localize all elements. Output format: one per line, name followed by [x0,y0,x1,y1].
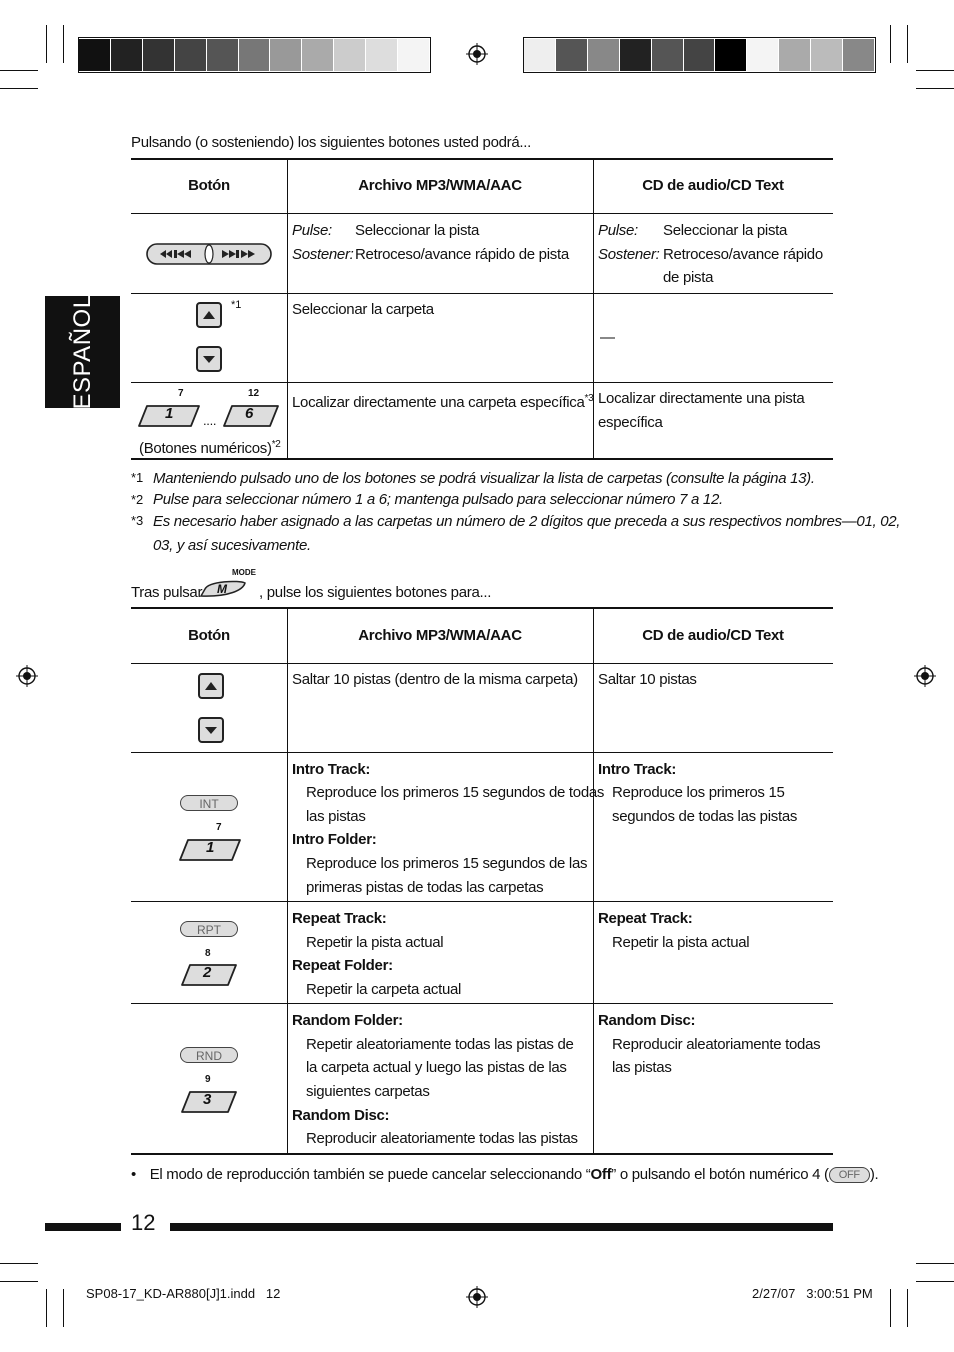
int-button-icon: INT [180,795,238,811]
color-swatch [302,39,333,71]
numeric-button-label: 1 [206,839,215,856]
key-number-label: 7 [178,388,184,399]
color-swatch [556,39,587,71]
intro-folder-heading: Intro Folder: [292,831,377,848]
mp3-hold-text: Retroceso/avance rápido de pista [355,246,569,263]
footnote-text: Pulse para seleccionar número 1 a 6; mantenga pulsado para seleccionar número 7 a 12. [153,491,723,508]
cd-random-disc-heading: Random Disc: [598,1012,696,1029]
table2-header-button: Botón [188,627,230,644]
color-swatch [207,39,238,71]
dots: .... [203,413,217,428]
color-swatch [143,39,174,71]
page-number: 12 [131,1210,156,1235]
table2-row-rule [131,1003,833,1004]
color-swatch [715,39,746,71]
cd-intro-track-text-cont: segundos de todas las pistas [612,808,798,825]
cd-random-disc-text-cont: las pistas [612,1059,672,1076]
cd-intro-track-text: Reproduce los primeros 15 [612,784,785,801]
slug-date: 2/27/07 3:00:51 PM [752,1286,873,1301]
row2-mp3-text: Seleccionar la carpeta [292,301,434,318]
crop-mark [46,25,47,63]
numeric-buttons-caption [139,433,281,461]
caption-note: *2 [271,439,281,450]
registration-mark-icon [466,43,488,65]
numeric-button-label: 2 [203,964,212,981]
table2-col-rule [287,608,288,1154]
registration-mark-icon [16,665,38,687]
key-number-label: 8 [205,948,211,959]
crop-mark [0,1281,38,1282]
crop-mark [890,25,891,63]
crop-mark [907,25,908,63]
footnote-mark: *3 [131,513,144,528]
off-button-icon: OFF [829,1167,870,1183]
table2-row-rule [131,752,833,753]
table2-top-rule [131,607,833,609]
crop-mark [916,1281,954,1282]
table1-row-rule [131,293,833,294]
numeric-button-label: 6 [245,405,254,422]
page-bar-right [170,1223,833,1231]
intro-track-heading: Intro Track: [292,761,371,778]
intro-track-text: Reproduce los primeros 15 segundos de todas [306,784,605,801]
up-button-icon [196,302,222,328]
language-tab [45,296,120,408]
color-swatch [779,39,810,71]
color-swatch [398,39,429,71]
row3-cd-text: Localizar directamente una pista [598,390,805,407]
crop-mark [916,88,954,89]
footnote-text: Es necesario haber asignado a las carpetas un número de 2 dígitos que preceda a sus respectivos nombres—01, 02, [153,513,901,530]
table2-col-rule [593,608,594,1154]
crop-mark [0,70,38,71]
crop-mark [0,1263,38,1264]
row3-mp3-label: Localizar directamente una carpeta específica [292,394,585,411]
repeat-folder-heading: Repeat Folder: [292,957,393,974]
mode-button-label: M [217,582,227,596]
cd-random-disc-text: Reproducir aleatoriamente todas [612,1036,821,1053]
random-disc-heading: Random Disc: [292,1107,390,1124]
registration-mark-icon [466,1286,488,1308]
mode-key-caption: MODE [232,568,256,577]
slug-file: SP08-17_KD-AR880[J]1.indd 12 [86,1286,281,1301]
random-folder-text: Repetir aleatoriamente todas las pistas de [306,1036,574,1053]
table2-header-cd: CD de audio/CD Text [642,627,784,644]
table2-header-rule [131,663,833,664]
crop-mark [63,1289,64,1327]
table2-bottom-rule [131,1153,833,1155]
crop-mark [46,1289,47,1327]
cd-hold-text: Retroceso/avance rápido [663,246,823,263]
footnote-mark: *1 [131,470,144,485]
table1-header-button: Botón [188,177,230,194]
row3-mp3-note: *3 [584,393,594,404]
down-button-icon [198,717,224,743]
registration-mark-icon [914,665,936,687]
numeric-button-label: 1 [165,405,174,422]
caption-text: (Botones numéricos) [139,440,272,457]
crop-mark [63,25,64,63]
intro-text: Pulsando (o sosteniendo) los siguientes botones usted podrá... [131,134,532,151]
bullet-mark: • [131,1166,136,1183]
repeat-track-text: Repetir la pista actual [306,934,444,951]
color-swatch [652,39,683,71]
mode-line-after: , pulse los siguientes botones para... [259,584,492,601]
key-number-label: 9 [205,1074,211,1085]
color-swatch [270,39,301,71]
color-swatch [811,39,842,71]
mode-line-before: Tras pulsar [131,584,203,601]
bullet-text-after: ). [869,1166,879,1183]
table1-header-mp3: Archivo MP3/WMA/AAC [358,177,522,194]
table1-top-rule [131,158,833,160]
t2-row1-cd: Saltar 10 pistas [598,671,697,688]
intro-track-text-cont: las pistas [306,808,366,825]
row3-cd-text-cont: específica [598,414,663,431]
note-mark: *1 [231,299,242,311]
color-swatch [111,39,142,71]
crop-mark [916,70,954,71]
crop-mark [916,1263,954,1264]
color-swatch [588,39,619,71]
key-number-label: 12 [248,388,260,399]
random-disc-text: Reproducir aleatoriamente todas las pistas [306,1130,578,1147]
down-button-icon [196,346,222,372]
rnd-button-icon: RND [180,1047,238,1063]
color-swatch [79,39,110,71]
color-swatch [239,39,270,71]
language-tab-label: ESPAÑOL [68,294,96,410]
footnote-mark: *2 [131,492,144,507]
page-bar-left [45,1223,121,1231]
color-swatch [366,39,397,71]
table2-row-rule [131,901,833,902]
random-folder-heading: Random Folder: [292,1012,403,1029]
repeat-track-heading: Repeat Track: [292,910,387,927]
mp3-hold-label: Sostener: [292,246,354,263]
table1-header-rule [131,213,833,214]
bullet-text-bold: Off [590,1166,612,1183]
color-swatch [684,39,715,71]
skip-rocker-button-icon [146,243,272,265]
table1-col-rule [287,159,288,459]
mp3-pulse-label: Pulse: [292,222,332,239]
row3-mp3-text [292,387,593,415]
color-swatch [334,39,365,71]
table1-row-rule [131,382,833,383]
cd-intro-track-heading: Intro Track: [598,761,677,778]
color-bar-right [523,37,876,73]
cd-hold-label: Sostener: [598,246,660,263]
color-swatch [524,39,555,71]
repeat-folder-text: Repetir la carpeta actual [306,981,462,998]
cd-pulse-text: Seleccionar la pista [663,222,788,239]
up-button-icon [198,673,224,699]
table2-header-mp3: Archivo MP3/WMA/AAC [358,627,522,644]
color-swatch [620,39,651,71]
numeric-button-label: 3 [203,1091,212,1108]
footnote-text: Manteniendo pulsado uno de los botones se podrá visualizar la lista de carpetas (consulte la página 13). [153,470,815,487]
bullet-text-middle: ” o pulsando el botón numérico 4 ( [611,1166,829,1183]
cd-repeat-track-heading: Repeat Track: [598,910,693,927]
table1-header-cd: CD de audio/CD Text [642,177,784,194]
row2-cd-text: — [600,329,615,346]
color-swatch [843,39,874,71]
color-swatch [175,39,206,71]
cd-hold-text-cont: de pista [663,269,714,286]
mp3-pulse-text: Seleccionar la pista [355,222,480,239]
crop-mark [890,1289,891,1327]
color-bar-left [78,37,431,73]
crop-mark [907,1289,908,1327]
random-folder-text-cont: siguientes carpetas [306,1083,430,1100]
intro-folder-text-cont: primeras pistas de todas las carpetas [306,879,544,896]
random-folder-text-cont: la carpeta actual y luego las pistas de las [306,1059,567,1076]
color-swatch [747,39,778,71]
cd-pulse-label: Pulse: [598,222,638,239]
t2-row1-mp3: Saltar 10 pistas (dentro de la misma carpeta) [292,671,578,688]
rpt-button-icon: RPT [180,921,238,937]
bullet-note [131,1163,878,1187]
bullet-text-before: El modo de reproducción también se puede cancelar seleccionando “ [149,1166,591,1183]
footnote-text-cont: 03, y así sucesivamente. [153,537,311,554]
key-number-label: 7 [216,822,222,833]
intro-folder-text: Reproduce los primeros 15 segundos de las [306,855,588,872]
cd-repeat-track-text: Repetir la pista actual [612,934,750,951]
crop-mark [0,88,38,89]
